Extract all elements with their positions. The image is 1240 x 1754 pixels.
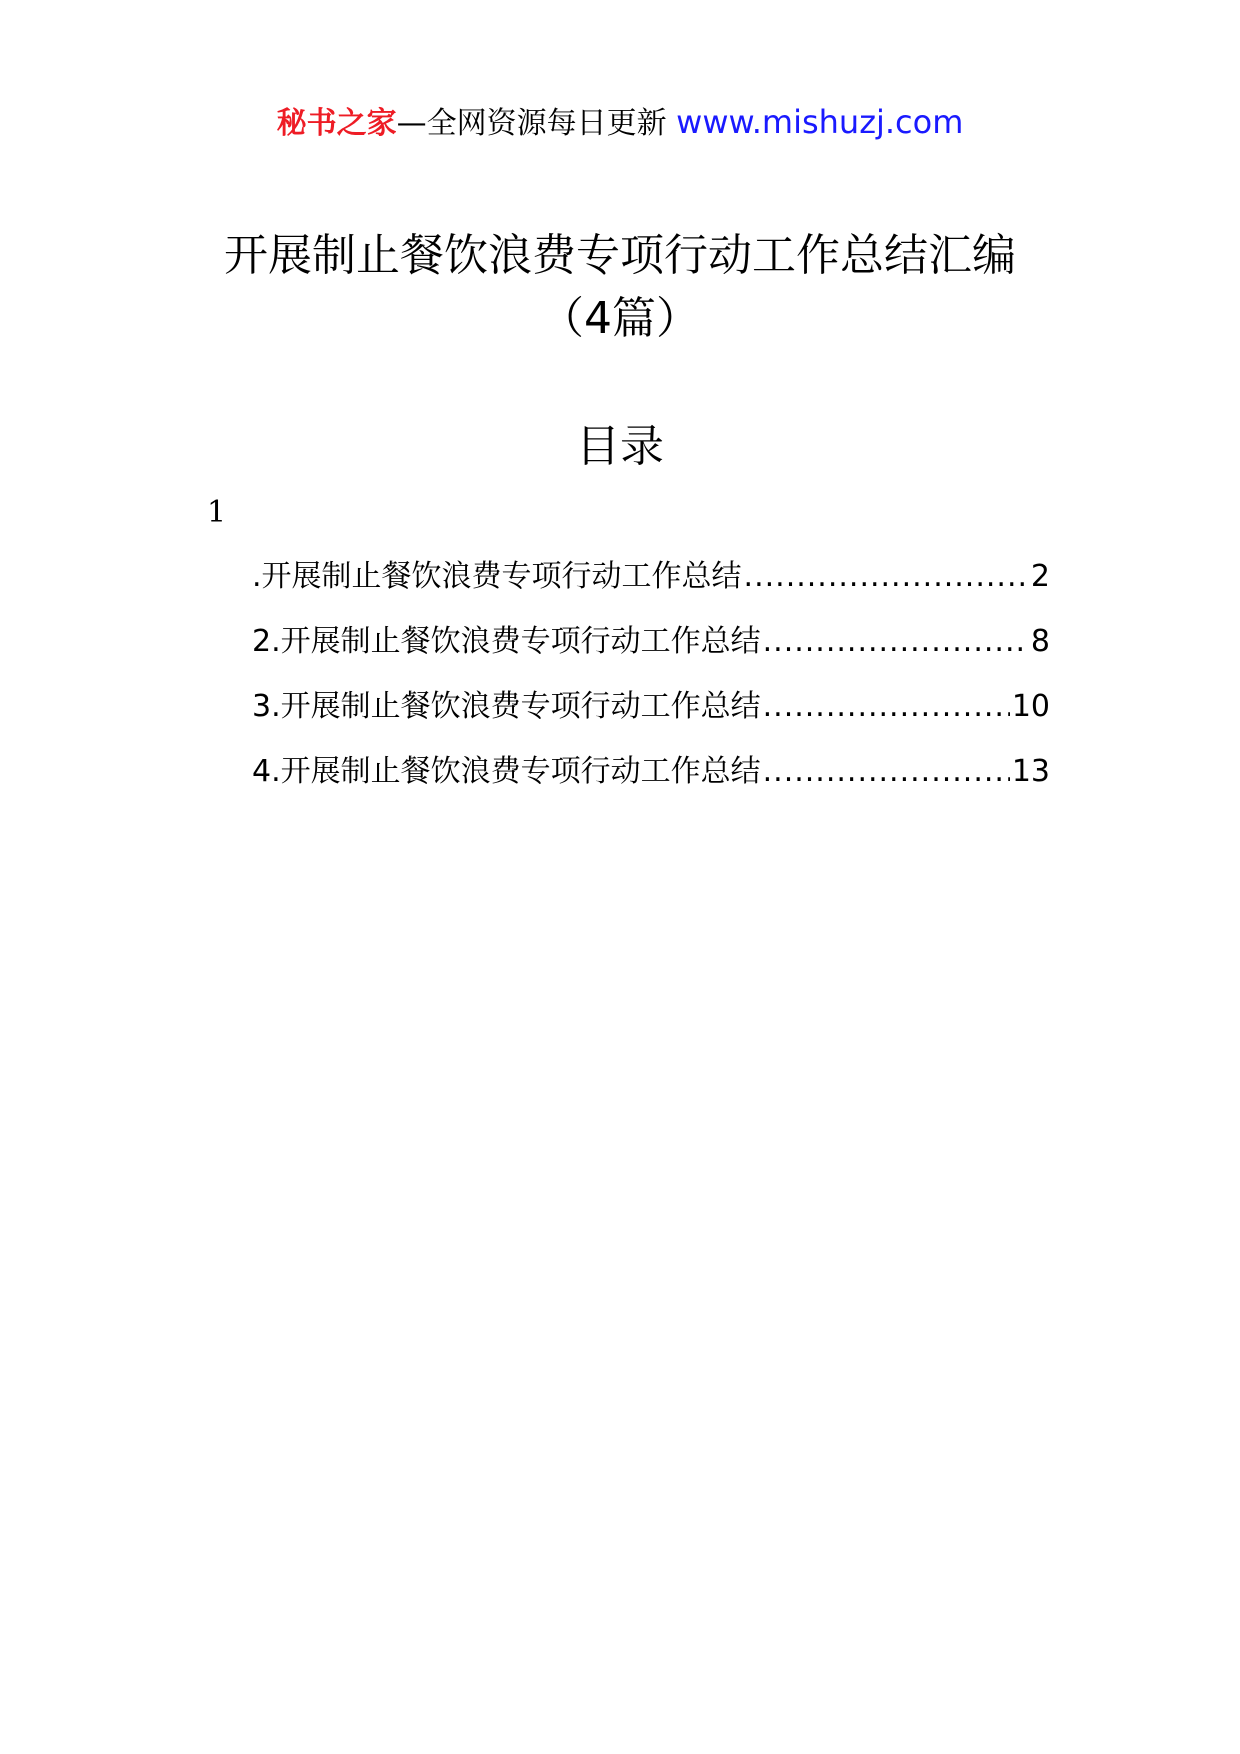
toc-entry-page: 10	[1011, 689, 1050, 724]
toc-dot-leader	[763, 685, 1010, 729]
toc-heading: 目录	[576, 421, 664, 472]
toc-entry[interactable]	[252, 750, 1050, 815]
document-title-count: （4篇）	[540, 293, 700, 344]
site-header	[0, 100, 1240, 146]
toc-dot-leader	[744, 555, 1029, 599]
toc-entry-title: .开展制止餐饮浪费专项行动工作总结	[252, 559, 742, 594]
toc-entry-title: 2.开展制止餐饮浪费专项行动工作总结	[252, 624, 761, 659]
toc-entry-page: 8	[1030, 624, 1050, 659]
toc-dot-leader	[763, 620, 1029, 664]
brand-name: 秘书之家	[276, 106, 397, 141]
table-of-contents	[252, 555, 1050, 815]
toc-entry-page: 13	[1011, 754, 1050, 789]
toc-entry[interactable]	[252, 555, 1050, 620]
toc-entry[interactable]	[252, 620, 1050, 685]
site-url-link[interactable]: www.mishuzj.com	[676, 103, 964, 141]
toc-entry-page: 2	[1030, 559, 1050, 594]
toc-entry-title: 4.开展制止餐饮浪费专项行动工作总结	[252, 754, 761, 789]
toc-dot-leader	[763, 750, 1010, 794]
document-title: 开展制止餐饮浪费专项行动工作总结汇编	[224, 230, 1016, 281]
toc-entry-title: 3.开展制止餐饮浪费专项行动工作总结	[252, 689, 761, 724]
toc-first-number: 1	[207, 495, 227, 530]
toc-entry[interactable]	[252, 685, 1050, 750]
header-tagline: —全网资源每日更新	[396, 106, 677, 141]
